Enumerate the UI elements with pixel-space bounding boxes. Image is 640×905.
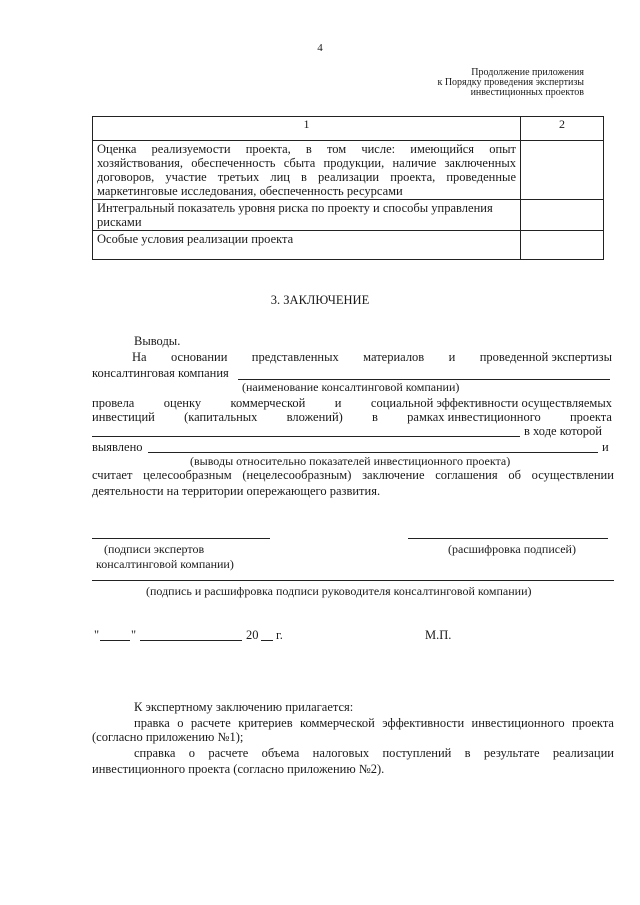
header-note-line: инвестиционных проектов: [470, 87, 584, 98]
word: реализации: [552, 746, 614, 760]
conclusions-line-9: [92, 468, 614, 483]
word: налоговых: [312, 746, 370, 760]
conclusions-line-10: деятельности на территории опережающего развития.: [92, 484, 381, 498]
project-name-blank: [92, 436, 520, 437]
experts-signature-line: [92, 538, 270, 539]
cell-line: Особые условия реализации проекта: [97, 232, 294, 246]
conclusions-line-1: [132, 350, 612, 365]
date-close-quote: ": [131, 628, 137, 642]
evaluation-table: [92, 116, 604, 260]
word: целесообразным: [143, 468, 232, 482]
word: правка: [134, 716, 170, 730]
word: проведенной экспертизы: [479, 350, 612, 364]
findings-caption: (выводы относительно показателей инвестиционного проекта): [190, 454, 511, 468]
word: считает: [92, 468, 133, 482]
header-note: [437, 68, 584, 98]
cell-line: Интегральный показатель уровня риска по проекту и способы управления: [97, 201, 493, 215]
cell-line: договоров, участие третьих лиц в реализации проекта, проведенные: [97, 170, 516, 184]
word: результате: [483, 746, 540, 760]
table-cell: [93, 141, 521, 200]
in-course-text: в ходе которой: [524, 424, 602, 438]
word: рамках инвестиционного: [407, 410, 541, 424]
experts-caption-2: консалтинговой компании): [96, 557, 234, 571]
table-cell-empty: [521, 141, 604, 200]
experts-caption: (подписи экспертов: [104, 542, 205, 556]
section-title: 3. ЗАКЛЮЧЕНИЕ: [270, 293, 370, 307]
word: о: [188, 746, 195, 760]
word: проекта: [572, 716, 614, 730]
table-cell: [93, 200, 521, 231]
word: оценку: [163, 396, 202, 410]
word: материалов: [363, 350, 425, 364]
conclusions-line-5: [92, 410, 612, 425]
col2-header: 2: [521, 117, 604, 141]
word: (капитальных: [184, 410, 258, 424]
word: основании: [170, 350, 228, 364]
cell-line: маркетинговые исследования, обеспеченность ресурсами: [97, 184, 403, 198]
word: коммерческой: [300, 716, 375, 730]
word: заключение: [362, 468, 425, 482]
word: критериев: [238, 716, 293, 730]
company-name-caption: (наименование консалтинговой компании): [242, 380, 460, 394]
word: объема: [261, 746, 300, 760]
company-label: консалтинговая компания: [92, 366, 229, 380]
cell-line: хозяйствования, обеспеченность сбыта продукции, наличие заключенных: [97, 156, 516, 170]
word: коммерческой: [230, 396, 306, 410]
date-year-suffix: г.: [276, 628, 283, 642]
date-open-quote: ": [94, 628, 100, 642]
word: и: [334, 396, 342, 410]
conclusions-line-4: [92, 396, 612, 411]
col1-header: 1: [93, 117, 521, 141]
word: в: [464, 746, 471, 760]
attachment-item-1: [134, 716, 614, 731]
table-header-row: [93, 117, 604, 141]
attachment-item-2: [134, 746, 614, 761]
word: и: [448, 350, 456, 364]
word: соглашения: [435, 468, 498, 482]
word: инвестиционного: [471, 716, 565, 730]
conclusions-heading: Выводы.: [134, 334, 181, 348]
cell-line: Оценка реализуемости проекта, в том числе: имеющийся опыт: [97, 142, 516, 156]
date-day-blank: [100, 640, 130, 641]
date-year-prefix: 20: [246, 628, 259, 642]
head-signature-line: [92, 580, 614, 581]
table-cell: [93, 231, 521, 260]
table-cell-empty: [521, 231, 604, 260]
page-number: 4: [317, 42, 323, 54]
word: поступлений: [382, 746, 452, 760]
decoding-signature-line: [408, 538, 608, 539]
cell-line: рисками: [97, 215, 142, 229]
header-note-line: к Порядку проведения экспертизы: [437, 77, 584, 88]
word: представленных: [251, 350, 339, 364]
decoding-caption: (расшифровка подписей): [448, 542, 576, 556]
word: справка: [134, 746, 176, 760]
word: осуществлении: [531, 468, 614, 482]
attachment-item-1-line-2: (согласно приложению №1);: [92, 730, 244, 744]
findings-blank: [148, 452, 598, 453]
table-cell-empty: [521, 200, 604, 231]
word: проекта: [569, 410, 612, 424]
date-month-blank: [140, 640, 242, 641]
header-note-line: Продолжение приложения: [471, 67, 584, 78]
word: об: [508, 468, 521, 482]
table-row: [93, 231, 604, 260]
word: вложений): [286, 410, 343, 424]
word: о: [177, 716, 184, 730]
revealed-label: выявлено: [92, 440, 143, 454]
word: провела: [92, 396, 135, 410]
word: На: [132, 350, 147, 364]
word: расчете: [190, 716, 231, 730]
stamp-place: М.П.: [425, 628, 452, 642]
word: эффективности: [382, 716, 465, 730]
table-row: [93, 200, 604, 231]
and-text: и: [602, 440, 609, 454]
word: расчете: [208, 746, 249, 760]
word: (нецелесообразным): [242, 468, 352, 482]
word: в: [372, 410, 378, 424]
attachments-heading: К экспертному заключению прилагается:: [134, 700, 354, 714]
word: инвестиций: [92, 410, 155, 424]
word: социальной эффективности осуществляемых: [370, 396, 612, 410]
head-signature-caption: (подпись и расшифровка подписи руководителя консалтинговой компании): [146, 584, 532, 598]
table-row: [93, 141, 604, 200]
attachment-item-2-line-2: инвестиционного проекта (согласно приложению №2).: [92, 762, 385, 776]
date-year-blank: [261, 640, 273, 641]
